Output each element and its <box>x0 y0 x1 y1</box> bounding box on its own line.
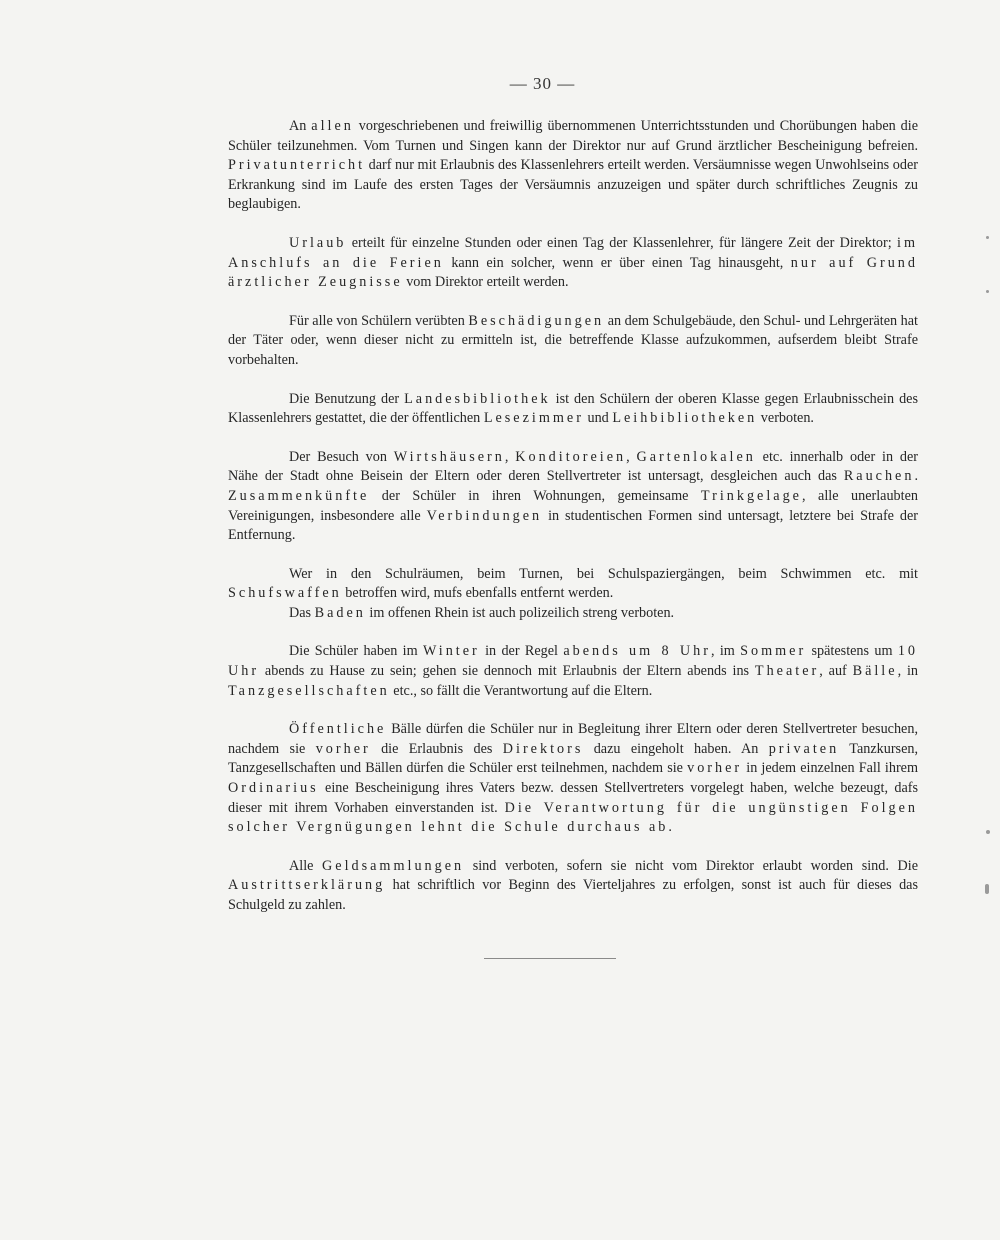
paragraph-attendance: An allen vorgeschriebenen und freiwillig übernommenen Unterrichtsstunden und Chorübungen haben die Schüler teilzunehmen. Vom Turnen und Singen kann der Direktor nur auf Grund ärztlicher Bescheinigung befreien. Privatunterricht darf nur mit Erlaubnis des Klassenlehrers erteilt werden. Versäumnisse wegen Unwohlseins oder Erkrankung sind im Laufe des ersten Tages der Versäumnis anzuzeigen und später durch schriftliches Zeugnis zu beglaubigen. <box>228 118 919 213</box>
emphasized-text: Landesbibliothek <box>404 390 551 407</box>
emphasized-text: Wirtshäusern <box>393 448 505 465</box>
page-number: — 30 — <box>509 74 576 93</box>
emphasized-text: Winter <box>422 643 480 660</box>
emphasized-text: Konditoreien <box>515 448 627 465</box>
scan-speck <box>985 884 989 894</box>
emphasized-text: Sommer <box>740 643 807 660</box>
emphasized-text: Beschädigungen <box>468 312 605 329</box>
emphasized-text: Schufswaffen <box>228 585 342 602</box>
emphasized-text: Privatunterricht <box>228 157 366 174</box>
document-body <box>228 117 918 935</box>
emphasized-text: Rauchen <box>843 468 915 485</box>
emphasized-text: abends um 8 Uhr <box>563 643 711 660</box>
paragraph-weapons: Wer in den Schulräumen, beim Turnen, bei Schulspaziergängen, beim Schwimmen etc. mit Schufswaffen betroffen wird, mufs ebenfalls entfernt werden. <box>228 565 918 602</box>
emphasized-text: Leihbibliotheken <box>612 410 758 427</box>
emphasized-text: Trinkgelage <box>700 487 802 504</box>
paragraph-library: Die Benutzung der Landesbibliothek ist den Schülern der oberen Klasse gegen Erlaubnisschein des Klassenlehrers gestattet, die der öffentlichen Lesezimmer und Leihbibliotheken verboten. <box>228 390 918 427</box>
emphasized-text: Gartenlokalen <box>636 448 756 465</box>
paragraph-collections: Alle Geldsammlungen sind verboten, sofern sie nicht vom Direktor erlaubt worden sind. Die Austrittserklärung hat schriftlich vor Beginn des Vierteljahres zu erfolgen, sonst ist auch für dieses das Schulgeld zu zahlen. <box>228 857 918 913</box>
scan-speck <box>986 236 989 239</box>
scan-speck <box>986 290 989 293</box>
paragraph-balls: Öffentliche Bälle dürfen die Schüler nur in Begleitung ihrer Eltern oder deren Stellvertreter besuchen, nachdem sie vorher die Erlaubnis des Direktors dazu eingeholt haben. An privaten Tanzkursen, Tanzgesellschaften und Bällen dürfen die Schüler erst teilnehmen, nachdem sie vorher in jedem einzelnen Fall ihrem Ordinarius eine Bescheinigung ihres Vaters bezw. dessen Stellvertreters vorgelegt haben, welche bezeugt, dafs dieser mit ihrem Vorhaben einverstanden ist. Die Verantwortung für die ungünstigen Folgen solcher Vergnügungen lehnt die Schule durchaus ab. <box>228 721 919 836</box>
paragraph-leave: Urlaub erteilt für einzelne Stunden oder einen Tag der Klassenlehrer, für längere Zeit der Direktor; im Anschlufs an die Ferien kann ein solcher, wenn er über einen Tag hinausgeht, nur auf Grund ärztlicher Zeugnisse vom Direktor erteilt werden. <box>228 234 918 291</box>
emphasized-text: vorher <box>687 760 743 777</box>
closing-rule <box>484 958 616 959</box>
emphasized-text: Geldsammlungen <box>322 857 465 874</box>
emphasized-text: privaten <box>768 740 840 757</box>
emphasized-text: Ordinarius <box>228 780 319 797</box>
paragraph-bathing: Das Baden im offenen Rhein ist auch polizeilich streng verboten. <box>289 604 675 621</box>
emphasized-text: Urlaub <box>289 234 347 251</box>
emphasized-text: Theater <box>754 663 820 680</box>
emphasized-text: Lesezimmer <box>483 410 584 427</box>
emphasized-text: allen <box>311 118 354 134</box>
emphasized-text: vorher <box>315 740 371 757</box>
emphasized-text: Verbindungen <box>426 507 543 524</box>
emphasized-text: Baden <box>314 604 366 621</box>
scan-speck <box>986 830 990 834</box>
emphasized-text: Austrittserklärung <box>228 877 386 894</box>
emphasized-text: Tanzgesellschaften <box>228 682 390 699</box>
emphasized-text: nur auf Grund ärztlicher Zeugnisse <box>228 254 918 291</box>
emphasized-text: Zusammenkünfte <box>228 487 370 504</box>
emphasized-text: Öffentliche <box>289 721 387 738</box>
emphasized-text: Direktors <box>502 740 584 757</box>
emphasized-text: im Anschlufs an die Ferien <box>228 234 918 271</box>
paragraph-taverns: Der Besuch von Wirtshäusern, Konditoreien, Gartenlokalen etc. innerhalb oder in der Nähe der Stadt ohne Beisein der Eltern oder deren Stellvertreter ist untersagt, desgleichen auch das Rauchen. Zusammenkünfte der Schüler in ihren Wohnungen, gemeinsame Trinkgelage, alle unerlaubten Vereinigungen, insbesondere alle Verbindungen in studentischen Formen sind untersagt, letztere bei Strafe der Entfernung. <box>228 448 918 544</box>
emphasized-text: Die Verantwortung für die ungünstigen Folgen solcher Vergnügungen lehnt die Schule durchaus ab. <box>228 799 919 836</box>
paragraph-curfew: Die Schüler haben im Winter in der Regel abends um 8 Uhr, im Sommer spätestens um 10 Uhr abends zu Hause zu sein; gehen sie dennoch mit Erlaubnis der Eltern abends ins Theater, auf Bälle, in Tanzgesellschaften etc., so fällt die Verantwortung auf die Eltern. <box>228 643 919 699</box>
emphasized-text: 10 Uhr <box>228 643 919 680</box>
emphasized-text: Bälle <box>852 663 898 680</box>
paragraph-damages: Für alle von Schülern verübten Beschädigungen an dem Schulgebäude, den Schul- und Lehrgeräten hat der Täter oder, wenn dieser nicht zu ermitteln ist, die betreffende Klasse aufzukommen, aufserdem bleibt Strafe vorbehalten. <box>228 312 918 368</box>
